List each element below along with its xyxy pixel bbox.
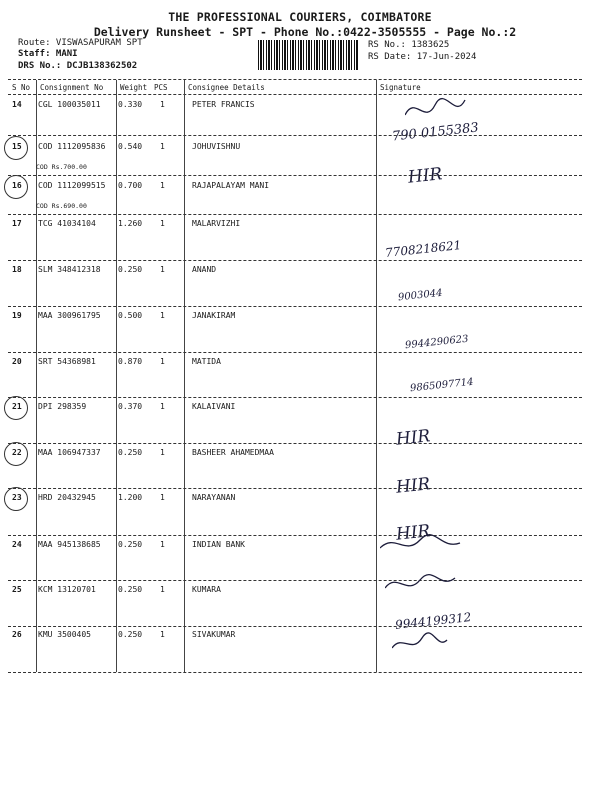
row-signature-text: HIR <box>395 521 432 545</box>
row-separator <box>8 260 582 261</box>
handwritten-circle-mark <box>4 175 28 199</box>
row-weight: 0.500 <box>118 311 143 320</box>
row-sno: 25 <box>12 585 22 594</box>
row-separator <box>8 626 582 627</box>
row-pcs: 1 <box>160 630 165 639</box>
row-sno: 21 <box>12 402 22 411</box>
row-pcs: 1 <box>160 540 165 549</box>
row-sno: 23 <box>12 493 22 502</box>
header-rule <box>8 94 582 95</box>
row-signature-text: 7708218621 <box>384 238 462 260</box>
col-header-consignment: Consignment No <box>40 83 104 92</box>
signature-scribble <box>392 630 482 665</box>
row-weight: 0.250 <box>118 265 143 274</box>
row-separator <box>8 488 582 489</box>
row-consignee: MALARVIZHI <box>192 219 241 228</box>
row-pcs: 1 <box>160 493 165 502</box>
row-weight: 0.250 <box>118 448 143 457</box>
handwritten-circle-mark <box>4 487 28 511</box>
row-sno: 15 <box>12 142 22 151</box>
signature-scribble <box>405 95 495 130</box>
row-separator <box>8 580 582 581</box>
row-sno: 22 <box>12 448 22 457</box>
row-separator <box>8 135 582 136</box>
rs-date: RS Date: 17-Jun-2024 <box>368 52 477 62</box>
staff-label: Staff: MANI <box>18 49 78 59</box>
row-sno: 16 <box>12 181 22 190</box>
row-sno: 19 <box>12 311 22 320</box>
row-signature-text: 790 0155383 <box>391 120 480 145</box>
row-consignment: KMU 3500405 <box>38 630 91 639</box>
signature-scribble <box>385 570 475 605</box>
row-sno: 18 <box>12 265 22 274</box>
row-consignment: MAA 945138685 <box>38 540 101 549</box>
col-header-signature: Signature <box>380 83 421 92</box>
row-separator <box>8 175 582 176</box>
row-consignee: ANAND <box>192 265 217 274</box>
row-separator <box>8 214 582 215</box>
row-consignee: SIVAKUMAR <box>192 630 236 639</box>
runsheet-subtitle: Delivery Runsheet - SPT - Phone No.:0422-3505555 - Page No.:2 <box>93 25 517 39</box>
col-header-consignee: Consignee Details <box>188 83 265 92</box>
row-consignee: JANAKIRAM <box>192 311 236 320</box>
row-consignee: KALAIVANI <box>192 402 236 411</box>
row-signature-text: HIR <box>395 426 432 450</box>
route-label: Route: VISWASAPURAM SPT <box>18 38 143 48</box>
row-signature-text: 9944199312 <box>394 610 472 632</box>
row-cod-amount: COD Rs.700.00 <box>36 163 87 171</box>
barcode <box>258 40 358 70</box>
column-divider <box>184 80 185 672</box>
row-weight: 0.870 <box>118 357 143 366</box>
row-pcs: 1 <box>160 448 165 457</box>
row-pcs: 1 <box>160 585 165 594</box>
col-header-pcs: PCS <box>154 83 168 92</box>
row-consignment: TCG 41034104 <box>38 219 96 228</box>
col-header-weight: Weight <box>120 83 148 92</box>
column-divider <box>116 80 117 672</box>
row-consignee: MATIDA <box>192 357 221 366</box>
row-consignment: COD 1112099515 <box>38 181 106 190</box>
row-signature-text: HIR <box>407 164 444 188</box>
row-weight: 0.250 <box>118 630 143 639</box>
row-weight: 0.250 <box>118 540 143 549</box>
row-pcs: 1 <box>160 100 165 109</box>
row-consignment: CGL 100035011 <box>38 100 101 109</box>
rs-number: RS No.: 1383625 <box>368 40 450 50</box>
row-sno: 26 <box>12 630 22 639</box>
row-sno: 24 <box>12 540 22 549</box>
col-header-sno: S No <box>12 83 31 92</box>
row-consignee: JOHUVISHNU <box>192 142 241 151</box>
row-consignee: INDIAN BANK <box>192 540 245 549</box>
column-divider <box>376 80 377 672</box>
row-separator <box>8 352 582 353</box>
row-signature-text: 9003044 <box>397 287 443 304</box>
row-pcs: 1 <box>160 265 165 274</box>
row-separator <box>8 397 582 398</box>
row-pcs: 1 <box>160 219 165 228</box>
row-consignment: COD 1112095836 <box>38 142 106 151</box>
row-sno: 14 <box>12 100 22 109</box>
row-pcs: 1 <box>160 181 165 190</box>
row-pcs: 1 <box>160 357 165 366</box>
table-top-rule <box>8 79 582 80</box>
handwritten-circle-mark <box>4 136 28 160</box>
row-consignee: RAJAPALAYAM MANI <box>192 181 270 190</box>
runsheet-title: THE PROFESSIONAL COURIERS, COIMBATORE <box>168 10 432 24</box>
row-signature-text: 9865097714 <box>409 376 475 395</box>
row-sno: 20 <box>12 357 22 366</box>
row-consignment: DPI 298359 <box>38 402 87 411</box>
row-weight: 0.330 <box>118 100 143 109</box>
row-separator <box>8 306 582 307</box>
row-sno: 17 <box>12 219 22 228</box>
row-weight: 1.200 <box>118 493 143 502</box>
row-consignee: PETER FRANCIS <box>192 100 255 109</box>
row-separator <box>8 443 582 444</box>
row-consignee: NARAYANAN <box>192 493 236 502</box>
row-consignee: KUMARA <box>192 585 221 594</box>
drs-number: DRS No.: DCJB138362502 <box>18 61 138 71</box>
row-weight: 0.370 <box>118 402 143 411</box>
row-pcs: 1 <box>160 402 165 411</box>
handwritten-circle-mark <box>4 442 28 466</box>
row-weight: 1.260 <box>118 219 143 228</box>
row-weight: 0.540 <box>118 142 143 151</box>
row-pcs: 1 <box>160 142 165 151</box>
row-weight: 0.700 <box>118 181 143 190</box>
row-consignment: SLM 348412318 <box>38 265 101 274</box>
handwritten-circle-mark <box>4 396 28 420</box>
signature-scribble <box>380 528 470 563</box>
row-weight: 0.250 <box>118 585 143 594</box>
row-consignment: HRD 20432945 <box>38 493 96 502</box>
row-cod-amount: COD Rs.690.00 <box>36 202 87 210</box>
row-signature-text: 9944290623 <box>404 333 470 352</box>
row-separator <box>8 535 582 536</box>
row-consignment: KCM 13120701 <box>38 585 96 594</box>
row-consignment: MAA 106947337 <box>38 448 101 457</box>
row-consignment: SRT 54368981 <box>38 357 96 366</box>
row-signature-text: HIR <box>395 474 432 498</box>
row-consignee: BASHEER AHAMEDMAA <box>192 448 274 457</box>
row-separator <box>8 672 582 673</box>
row-consignment: MAA 300961795 <box>38 311 101 320</box>
row-pcs: 1 <box>160 311 165 320</box>
